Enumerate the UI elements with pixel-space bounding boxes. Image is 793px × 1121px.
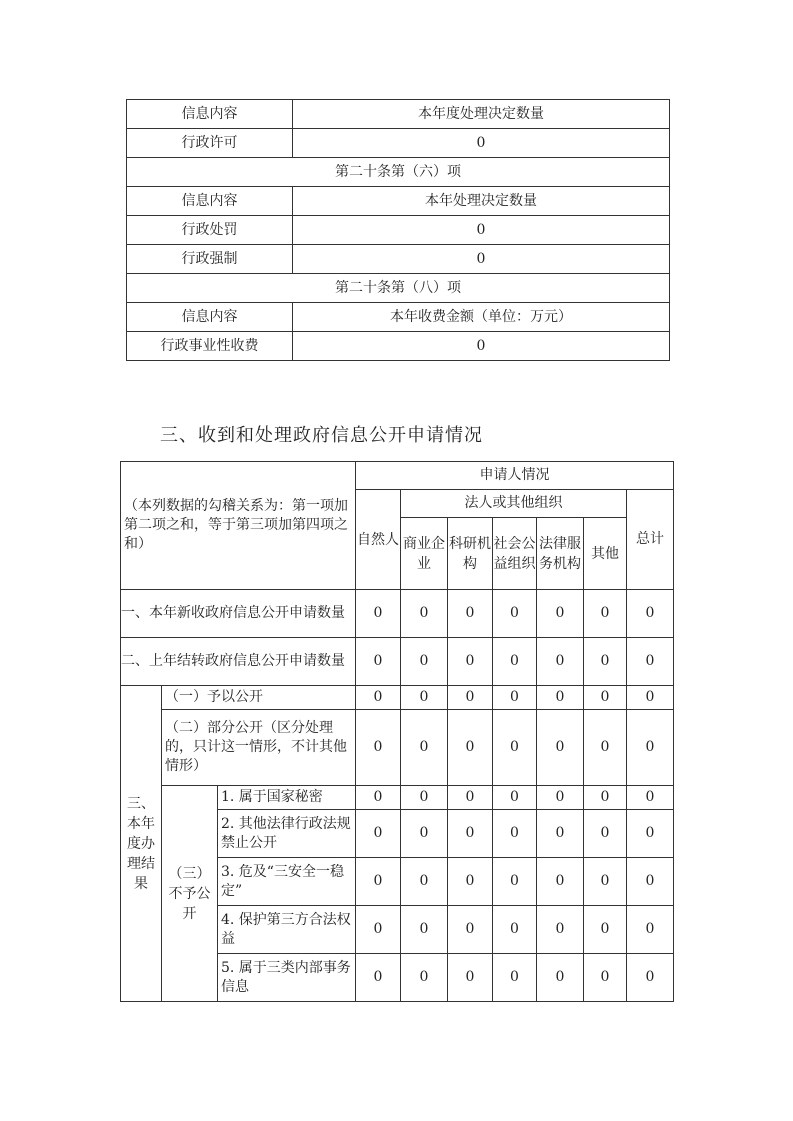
value-cell: 0 [537, 954, 584, 1002]
table-row [127, 129, 670, 158]
disclosure-summary-table [126, 99, 670, 361]
value-cell: 0 [356, 710, 401, 786]
row-label: 4. 保护第三方合法权益 [218, 906, 356, 954]
value-cell: 0 [584, 858, 627, 906]
value-cell: 0 [493, 786, 537, 810]
row-label: 一、本年新收政府信息公开申请数量 [121, 590, 356, 638]
value-cell: 0 [448, 590, 493, 638]
value-cell: 0 [627, 858, 674, 906]
value-cell: 0 [584, 954, 627, 1002]
value-cell: 0 [356, 686, 401, 710]
value-cell: 0 [401, 858, 448, 906]
other-header: 其他 [584, 518, 627, 590]
row-value: 0 [293, 216, 670, 245]
table-section-row [127, 158, 670, 187]
row-label: 1. 属于国家秘密 [218, 786, 356, 810]
table-row [127, 303, 670, 332]
value-cell: 0 [627, 638, 674, 686]
value-cell: 0 [356, 906, 401, 954]
row-label: 行政许可 [127, 129, 293, 158]
value-cell: 0 [356, 786, 401, 810]
applicant-header: 申请人情况 [356, 462, 674, 490]
value-cell: 0 [584, 810, 627, 858]
value-cell: 0 [627, 786, 674, 810]
value-cell: 0 [627, 686, 674, 710]
value-cell: 0 [401, 590, 448, 638]
value-cell: 0 [401, 906, 448, 954]
value-cell: 0 [401, 954, 448, 1002]
value-cell: 0 [448, 710, 493, 786]
section-title: 第二十条第（八）项 [127, 274, 670, 303]
row-value: 0 [293, 129, 670, 158]
row-label: 行政处罚 [127, 216, 293, 245]
row-label: 3. 危及“三安全一稳定” [218, 858, 356, 906]
legal-service-header: 法律服务机构 [537, 518, 584, 590]
row-label: 5. 属于三类内部事务信息 [218, 954, 356, 1002]
value-cell: 0 [493, 710, 537, 786]
value-cell: 0 [537, 638, 584, 686]
value-cell: 0 [493, 906, 537, 954]
value-cell: 0 [537, 590, 584, 638]
value-cell: 0 [537, 686, 584, 710]
value-cell: 0 [493, 810, 537, 858]
value-cell: 0 [493, 954, 537, 1002]
value-cell: 0 [537, 786, 584, 810]
header-row [121, 462, 674, 490]
row-label: 行政事业性收费 [127, 332, 293, 361]
row-label: 二、上年结转政府信息公开申请数量 [121, 638, 356, 686]
value-cell: 0 [627, 906, 674, 954]
value-cell: 0 [584, 638, 627, 686]
value-cell: 0 [448, 810, 493, 858]
row-value: 本年收费金额（单位：万元） [293, 303, 670, 332]
table-row [121, 786, 674, 810]
value-cell: 0 [537, 810, 584, 858]
value-cell: 0 [537, 906, 584, 954]
value-cell: 0 [401, 810, 448, 858]
group-label: 三、本年度办理结果 [121, 686, 162, 1002]
table-row [121, 638, 674, 686]
value-cell: 0 [493, 858, 537, 906]
row-label: 信息内容 [127, 303, 293, 332]
value-cell: 0 [356, 954, 401, 1002]
value-cell: 0 [627, 590, 674, 638]
value-cell: 0 [356, 858, 401, 906]
commercial-header: 商业企业 [401, 518, 448, 590]
research-header: 科研机构 [448, 518, 493, 590]
value-cell: 0 [584, 686, 627, 710]
section-title: 第二十条第（六）项 [127, 158, 670, 187]
value-cell: 0 [401, 686, 448, 710]
row-value: 0 [293, 332, 670, 361]
value-cell: 0 [627, 810, 674, 858]
application-statistics-table [120, 461, 674, 1002]
table-row [121, 686, 674, 710]
row-label: 信息内容 [127, 100, 293, 129]
value-cell: 0 [401, 710, 448, 786]
table-row [121, 590, 674, 638]
row-label: 信息内容 [127, 187, 293, 216]
value-cell: 0 [356, 810, 401, 858]
value-cell: 0 [627, 710, 674, 786]
value-cell: 0 [401, 786, 448, 810]
row-label: 行政强制 [127, 245, 293, 274]
table-section-row [127, 274, 670, 303]
value-cell: 0 [493, 638, 537, 686]
table-row [127, 216, 670, 245]
value-cell: 0 [356, 590, 401, 638]
subgroup-label: （三）不予公开 [162, 786, 218, 1002]
value-cell: 0 [584, 710, 627, 786]
row-label: （二）部分公开（区分处理的，只计这一情形，不计其他情形） [162, 710, 356, 786]
table-row [127, 332, 670, 361]
value-cell: 0 [401, 638, 448, 686]
value-cell: 0 [627, 954, 674, 1002]
value-cell: 0 [448, 858, 493, 906]
value-cell: 0 [493, 686, 537, 710]
value-cell: 0 [537, 858, 584, 906]
row-value: 本年处理决定数量 [293, 187, 670, 216]
table-row [121, 710, 674, 786]
value-cell: 0 [448, 954, 493, 1002]
value-cell: 0 [537, 710, 584, 786]
row-label: 2. 其他法律行政法规禁止公开 [218, 810, 356, 858]
social-header: 社会公益组织 [493, 518, 537, 590]
total-header: 总计 [627, 490, 674, 590]
table-row [127, 187, 670, 216]
value-cell: 0 [448, 686, 493, 710]
row-label: （一）予以公开 [162, 686, 356, 710]
value-cell: 0 [356, 638, 401, 686]
table-row [127, 100, 670, 129]
table-row [127, 245, 670, 274]
value-cell: 0 [584, 590, 627, 638]
value-cell: 0 [448, 638, 493, 686]
value-cell: 0 [584, 786, 627, 810]
natural-person-header: 自然人 [356, 490, 401, 590]
section-heading: 三、收到和处理政府信息公开申请情况 [160, 425, 483, 446]
row-value: 本年度处理决定数量 [293, 100, 670, 129]
value-cell: 0 [493, 590, 537, 638]
legal-group-header: 法人或其他组织 [401, 490, 627, 518]
value-cell: 0 [448, 786, 493, 810]
value-cell: 0 [584, 906, 627, 954]
value-cell: 0 [448, 906, 493, 954]
row-value: 0 [293, 245, 670, 274]
note-cell: （本列数据的勾稽关系为：第一项加第二项之和，等于第三项加第四项之和） [121, 462, 356, 590]
